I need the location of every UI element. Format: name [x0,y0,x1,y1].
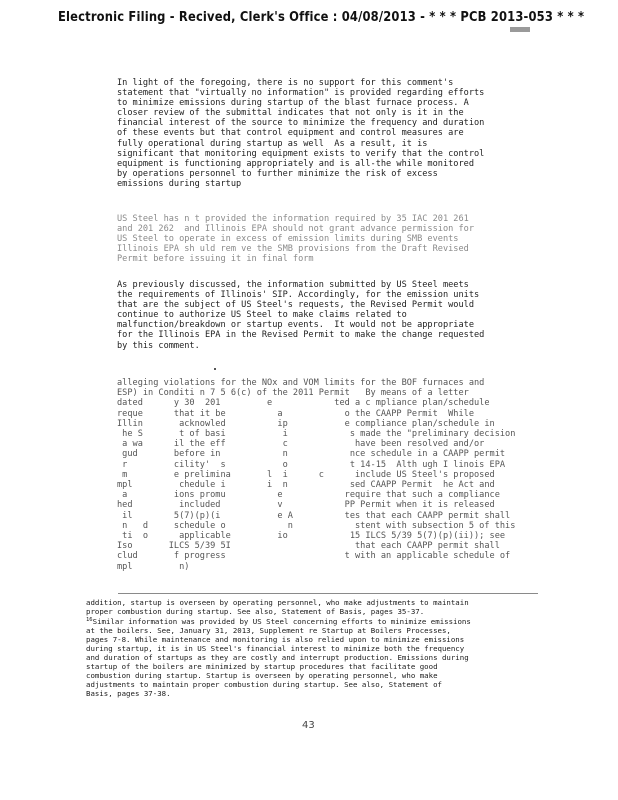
text-line: by operations personnel to further minimize the risk of excess [117,168,438,179]
text-line: and 201 262 and Illinois EPA should not grant advance permission for [117,224,474,235]
text-line: dated y 30 201 e ted a c mpliance plan/schedule [117,398,490,409]
text-line: n d schedule o n stent with subsection 5 of this [117,520,516,531]
footnotes [86,598,546,698]
footnote-16 [86,616,546,698]
text-line: Iso ILCS 5/39 5I that each CAAPP permit shall [117,541,500,552]
text-line: during startup, it is in US Steel's financial interest to minimize both the frequency [86,644,465,653]
text-line: combustion during startup. Startup is overseen by operating personnel, who make [86,671,438,680]
text-line: mpl chedule i i n sed CAAPP Permit he Act and [117,480,495,491]
text-line: mpl n) [117,561,190,572]
text-line: clud f progress t with an applicable schedule of [117,551,511,562]
text-line: continue to authorize US Steel to make claims related to [117,310,407,321]
text-line: reque that it be a o the CAAPP Permit While [117,408,474,419]
text-line: pages 7-8. While maintenance and monitoring is also relied upon to minimize emissions [86,635,465,644]
text-line: adjustments to maintain proper combustion during startup. See also, Statement of [86,680,442,689]
stray-mark [214,368,216,370]
text-line: startup of the boilers are minimized by startup procedures that facilitate good [86,662,438,671]
text-line: il 5(7)(p)(i e A tes that each CAAPP permit shall [117,510,511,521]
receipt-stamp [510,27,530,32]
text-line: US Steel has n t provided the information required by 35 IAC 201 261 [117,214,469,224]
text-line: gud before in n nce schedule in a CAAPP permit [117,449,506,460]
text-line: financial interest of the source to minimize the frequency and duration [117,118,485,129]
text-line: a ions promu e require that such a compliance [117,490,500,501]
text-line: In light of the foregoing, there is no support for this comment's [117,78,454,88]
text-line: hed included v PP Permit when it is released [117,500,495,511]
text-line: for the Illinois EPA in the Revised Permit to make the change requested [117,330,485,341]
electronic-filing-header: Electronic Filing - Recived, Clerk's Office : 04/08/2013 - * * * PCB 2013-053 * * * [58,10,585,25]
text-line: a wa il the eff c have been resolved and/or [117,439,485,450]
text-line: m e prelimina l i c include US Steel's proposed [117,469,495,480]
text-line: Basis, pages 37-38. [86,689,171,698]
text-line: Similar information was provided by US Steel concerning efforts to minimize emissions [92,617,471,626]
text-line: to minimize emissions during startup of the blast furnace process. A [117,98,469,109]
paragraph-response-1 [117,78,537,189]
footnote-marker: 16 [86,617,93,623]
text-line: alleging violations for the NOx and VOM limits for the BOF furnaces and [117,378,485,388]
text-line: ti o applicable io 15 ILCS 5/39 5(7)(p)(ii)); see [117,531,506,542]
text-line: significant that monitoring equipment exists to verify that the control [117,148,485,159]
text-line: by this comment. [117,340,200,351]
paragraph-comment [117,214,537,264]
text-line: emissions during startup [117,178,242,189]
text-line: equipment is functioning appropriately and is all-the while monitored [117,158,474,169]
text-line: addition, startup is overseen by operating personnel, who make adjustments to maintain [86,598,469,607]
footnote-body [86,617,471,698]
text-line: the requirements of Illinois' SIP. Accordingly, for the emission units [117,290,480,301]
text-line: malfunction/breakdown or startup events. It would not be appropriate [117,320,474,331]
text-line: he S t of basi i s made the "preliminary decision [117,429,516,440]
paragraph-degraded-text [117,378,547,572]
text-line: Illinois EPA sh uld rem ve the SMB provisions from the Draft Revised [117,244,469,255]
page-number: 43 [302,720,315,731]
text-line: that are the subject of US Steel's requests, the Revised Permit would [117,300,474,311]
text-line: closer review of the submittal indicates that not only is it in the [117,108,464,119]
text-line: As previously discussed, the information submitted by US Steel meets [117,280,469,290]
text-line: r cility' s o t 14-15 Alth ugh I linois EPA [117,459,506,470]
paragraph-response-2 [117,280,537,351]
text-line: fully operational during startup as well As a result, it is [117,138,428,149]
footnote-divider [118,593,538,594]
text-line: statement that "virtually no information" is provided regarding efforts [117,88,485,99]
text-line: Illin acknowled ip e compliance plan/schedule in [117,418,495,429]
text-line: Permit before issuing it in final form [117,254,314,265]
text-line: ESP) in Conditi n 7 5 6(c) of the 2011 Permit By means of a letter [117,388,469,399]
text-line: of these events but that control equipment and control measures are [117,128,464,139]
text-line: at the boilers. See, January 31, 2013, Supplement re Startup at Boilers Processes, [86,626,451,635]
text-line: and duration of startups as they are costly and interrupt production. Emissions during [86,653,469,662]
footnote-continuation [86,598,546,616]
text-line: proper combustion during startup. See also, Statement of Basis, pages 35-37. [86,607,425,616]
text-line: US Steel to operate in excess of emission limits during SMB events [117,234,459,245]
